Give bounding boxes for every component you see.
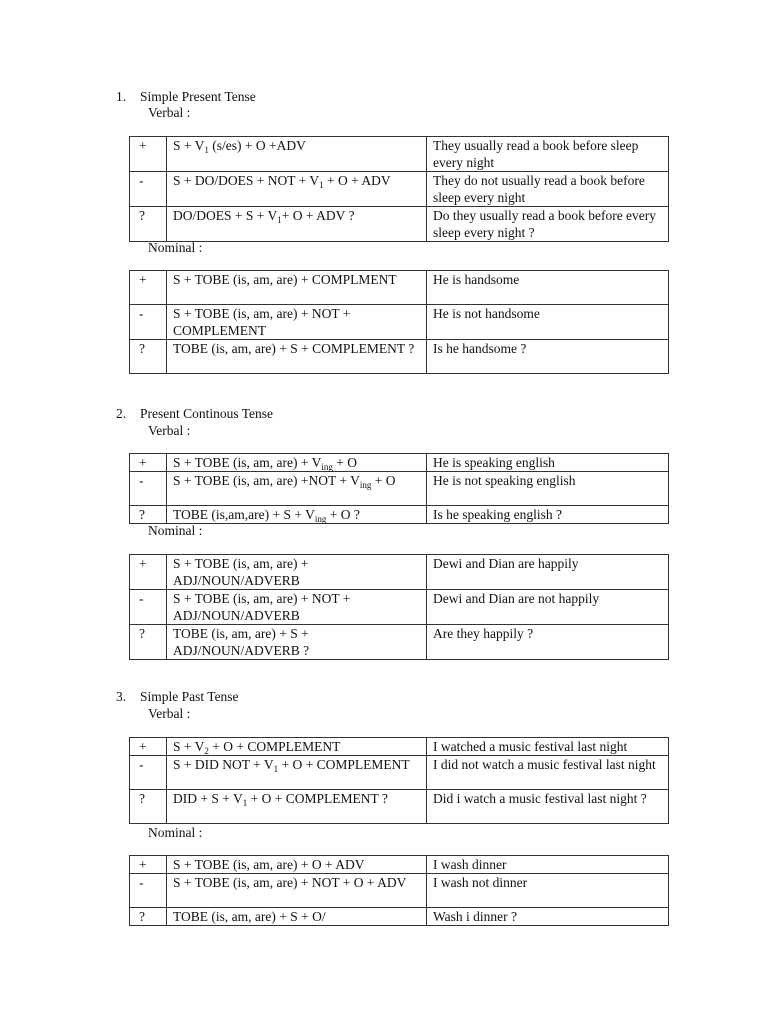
example-cell: Do they usually read a book before every sleep every night ? bbox=[427, 207, 669, 242]
symbol-cell: - bbox=[130, 590, 167, 625]
section-2-verbal-label: Verbal : bbox=[148, 423, 191, 438]
example-cell: He is not handsome bbox=[427, 305, 669, 340]
table-row bbox=[130, 271, 669, 305]
table-row bbox=[130, 454, 669, 472]
example-cell: Are they happily ? bbox=[427, 625, 669, 660]
table-row bbox=[130, 506, 669, 524]
symbol-cell: - bbox=[130, 472, 167, 506]
section-1-heading bbox=[116, 88, 256, 105]
table-row bbox=[130, 856, 669, 874]
table-row bbox=[130, 908, 669, 926]
section-3-heading bbox=[116, 688, 239, 705]
table-row bbox=[130, 625, 669, 660]
formula-cell: TOBE (is, am, are) + S + COMPLEMENT ? bbox=[167, 340, 427, 374]
example-cell: Wash i dinner ? bbox=[427, 908, 669, 926]
formula-cell: $S + V_2 + O$ + COMPLEMENT bbox=[167, 738, 427, 756]
section-2-nominal-label: Nominal : bbox=[148, 523, 203, 538]
symbol-cell: ? bbox=[130, 506, 167, 524]
formula-cell: $S + V_1$ (s/es) + O +ADV bbox=[167, 137, 427, 172]
section-3-nominal-table bbox=[129, 855, 669, 926]
example-cell: They do not usually read a book before sleep every night bbox=[427, 172, 669, 207]
formula-cell: S + TOBE (is, am, are) + ADJ/NOUN/ADVERB bbox=[167, 555, 427, 590]
formula-cell: S + TOBE (is, am, $are) +NOT + V_{ing} + O$ bbox=[167, 472, 427, 506]
section-1-nominal-table bbox=[129, 270, 669, 374]
section-1-nominal-label: Nominal : bbox=[148, 240, 203, 255]
formula-cell: S + TOBE (is, am, are) + NOT + O + ADV bbox=[167, 874, 427, 908]
formula-cell: S + DID NOT + $V_1 + O$ + COMPLEMENT bbox=[167, 756, 427, 790]
example-cell: I wash dinner bbox=[427, 856, 669, 874]
table-row bbox=[130, 555, 669, 590]
table-row bbox=[130, 874, 669, 908]
formula-cell: S + TOBE (is, am, $are) + V_{ing} + O$ bbox=[167, 454, 427, 472]
section-3-verbal-table bbox=[129, 737, 669, 824]
formula-cell: DID + $S + V_1 + O$ + COMPLEMENT ? bbox=[167, 790, 427, 824]
symbol-cell: ? bbox=[130, 340, 167, 374]
example-cell: He is not speaking english bbox=[427, 472, 669, 506]
table-row bbox=[130, 172, 669, 207]
formula-cell: S + DO/DOES + NOT + $V_1 + O$ + ADV bbox=[167, 172, 427, 207]
section-2-nominal-table bbox=[129, 554, 669, 660]
section-number: 3. bbox=[116, 689, 127, 704]
section-2-verbal-table bbox=[129, 453, 669, 524]
section-title: Simple Past Tense bbox=[140, 689, 239, 704]
symbol-cell: + bbox=[130, 454, 167, 472]
symbol-cell: + bbox=[130, 271, 167, 305]
example-cell: I watched a music festival last night bbox=[427, 738, 669, 756]
formula-cell: S + TOBE (is, am, are) + O + ADV bbox=[167, 856, 427, 874]
example-cell: Dewi and Dian are not happily bbox=[427, 590, 669, 625]
symbol-cell: - bbox=[130, 305, 167, 340]
table-row bbox=[130, 472, 669, 506]
example-cell: Is he speaking english ? bbox=[427, 506, 669, 524]
symbol-cell: ? bbox=[130, 625, 167, 660]
table-row bbox=[130, 207, 669, 242]
symbol-cell: ? bbox=[130, 908, 167, 926]
symbol-cell: - bbox=[130, 756, 167, 790]
formula-cell: DO/DOES + $S + V_1+ O$ + ADV ? bbox=[167, 207, 427, 242]
table-row bbox=[130, 790, 669, 824]
example-cell: I did not watch a music festival last night bbox=[427, 756, 669, 790]
formula-cell: S + TOBE (is, am, are) + COMPLMENT bbox=[167, 271, 427, 305]
symbol-cell: ? bbox=[130, 207, 167, 242]
section-3-nominal-label: Nominal : bbox=[148, 825, 203, 840]
symbol-cell: + bbox=[130, 137, 167, 172]
formula-cell: S + TOBE (is, am, are) + NOT + ADJ/NOUN/ADVERB bbox=[167, 590, 427, 625]
example-cell: They usually read a book before sleep every night bbox=[427, 137, 669, 172]
formula-cell: TOBE $(is,am,are) + S + V_{ing} + O$ ? bbox=[167, 506, 427, 524]
example-cell: Did i watch a music festival last night ? bbox=[427, 790, 669, 824]
symbol-cell: + bbox=[130, 738, 167, 756]
section-number: 2. bbox=[116, 406, 127, 421]
table-row bbox=[130, 756, 669, 790]
formula-cell: TOBE (is, am, are) + S + O/ bbox=[167, 908, 427, 926]
table-row bbox=[130, 738, 669, 756]
symbol-cell: - bbox=[130, 874, 167, 908]
table-row bbox=[130, 305, 669, 340]
formula-cell: S + TOBE (is, am, are) + NOT + COMPLEMENT bbox=[167, 305, 427, 340]
table-row bbox=[130, 340, 669, 374]
table-row bbox=[130, 137, 669, 172]
formula-cell: TOBE (is, am, are) + S + ADJ/NOUN/ADVERB ? bbox=[167, 625, 427, 660]
example-cell: He is speaking english bbox=[427, 454, 669, 472]
symbol-cell: ? bbox=[130, 790, 167, 824]
section-3-verbal-label: Verbal : bbox=[148, 706, 191, 721]
example-cell: Is he handsome ? bbox=[427, 340, 669, 374]
section-1-verbal-label: Verbal : bbox=[148, 105, 191, 120]
example-cell: I wash not dinner bbox=[427, 874, 669, 908]
example-cell: He is handsome bbox=[427, 271, 669, 305]
section-title: Simple Present Tense bbox=[140, 89, 256, 104]
symbol-cell: + bbox=[130, 555, 167, 590]
section-1-verbal-table bbox=[129, 136, 669, 242]
section-title: Present Continous Tense bbox=[140, 406, 274, 421]
table-row bbox=[130, 590, 669, 625]
section-2-heading bbox=[116, 405, 273, 422]
example-cell: Dewi and Dian are happily bbox=[427, 555, 669, 590]
symbol-cell: - bbox=[130, 172, 167, 207]
symbol-cell: + bbox=[130, 856, 167, 874]
section-number: 1. bbox=[116, 89, 127, 104]
